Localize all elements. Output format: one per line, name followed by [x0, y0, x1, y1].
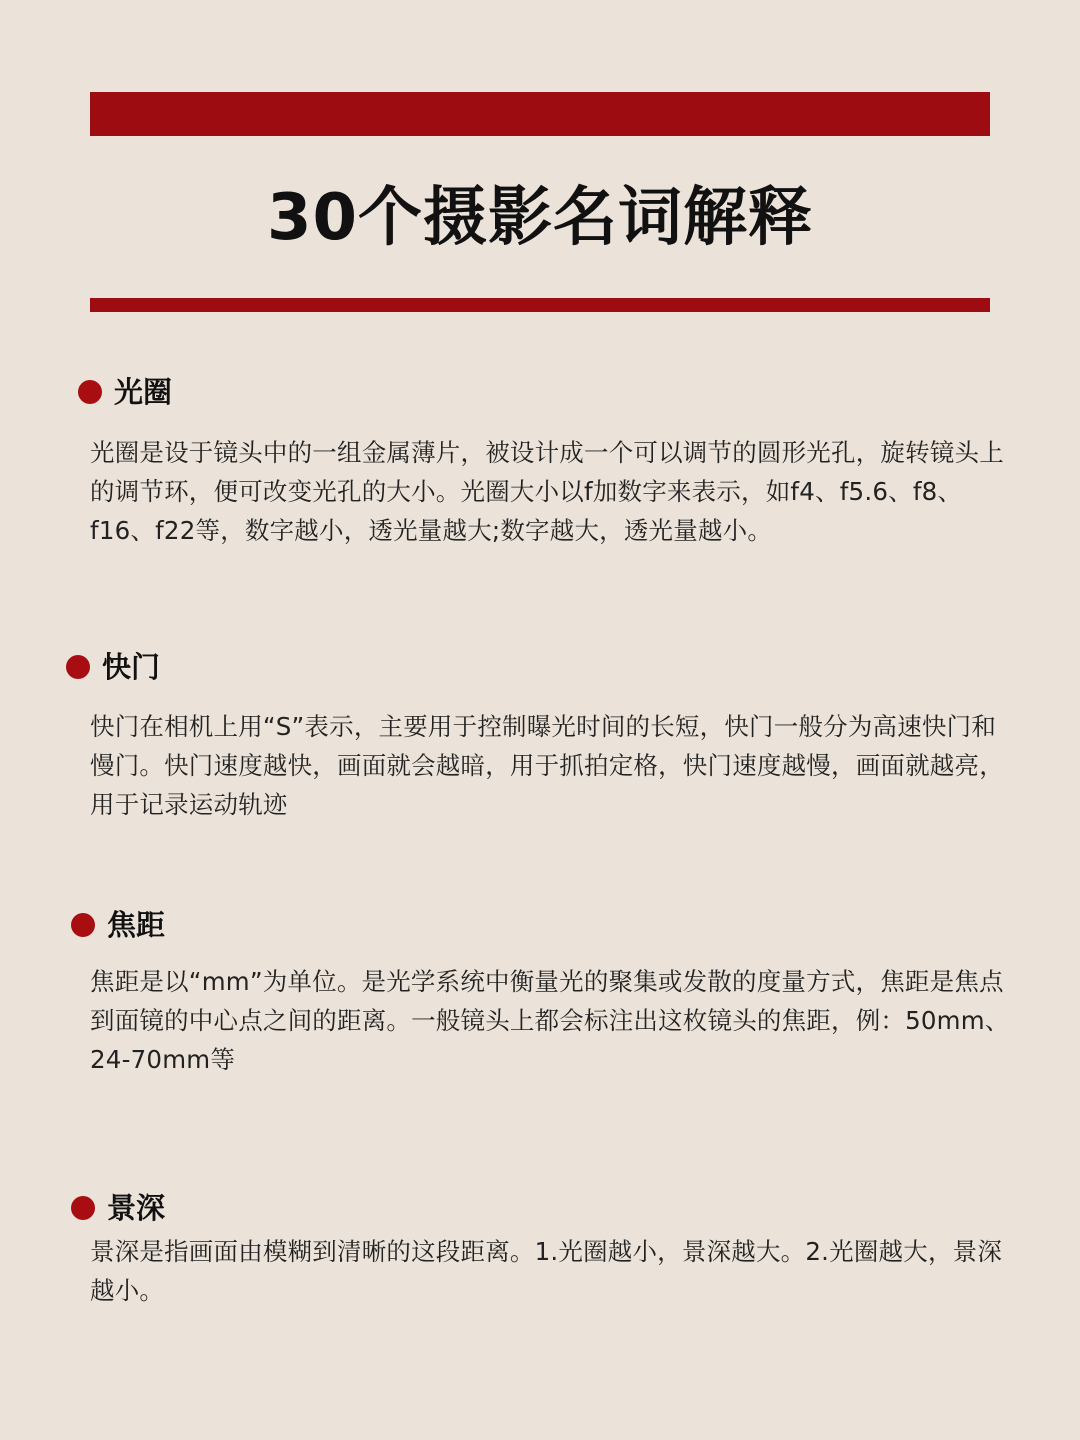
bullet-dot-icon — [71, 1196, 95, 1220]
term-title: 快门 — [102, 650, 161, 684]
bullet-dot-icon — [78, 380, 102, 404]
term-heading-shutter — [66, 647, 160, 687]
term-description-depth-of-field: 景深是指画面由模糊到清晰的这段距离。1.光圈越小，景深越大。2.光圈越大，景深越小。 — [90, 1237, 1003, 1305]
term-description-shutter: 快门在相机上用“S”表示，主要用于控制曝光时间的长短，快门一般分为高速快门和慢门。快门速度越快，画面就会越暗，用于抓拍定格，快门速度越慢，画面就越亮，用于记录运动轨迹 — [90, 712, 1004, 819]
term-description-aperture: 光圈是设于镜头中的一组金属薄片，被设计成一个可以调节的圆形光孔，旋转镜头上的调节环，便可改变光孔的大小。光圈大小以f加数字来表示，如f4、f5.6、f8、f16、f22等，数字越小，透光量越大;数字越大，透光量越小。 — [90, 438, 1004, 545]
bullet-dot-icon — [71, 913, 95, 937]
term-heading-depth-of-field — [71, 1188, 165, 1228]
term-heading-focal-length — [71, 905, 165, 945]
term-title: 焦距 — [107, 908, 166, 942]
bullet-dot-icon — [66, 655, 90, 679]
term-heading-aperture — [78, 372, 172, 412]
term-description-focal-length: 焦距是以“mm”为单位。是光学系统中衡量光的聚集或发散的度量方式，焦距是焦点到面镜的中心点之间的距离。一般镜头上都会标注出这枚镜头的焦距，例：50mm、24-70mm等 — [90, 967, 1010, 1074]
bottom-red-bar — [90, 298, 990, 312]
page-title: 30个摄影名词解释 — [266, 181, 814, 255]
top-red-bar — [90, 92, 990, 136]
term-title: 景深 — [107, 1191, 166, 1225]
term-title: 光圈 — [114, 375, 173, 409]
